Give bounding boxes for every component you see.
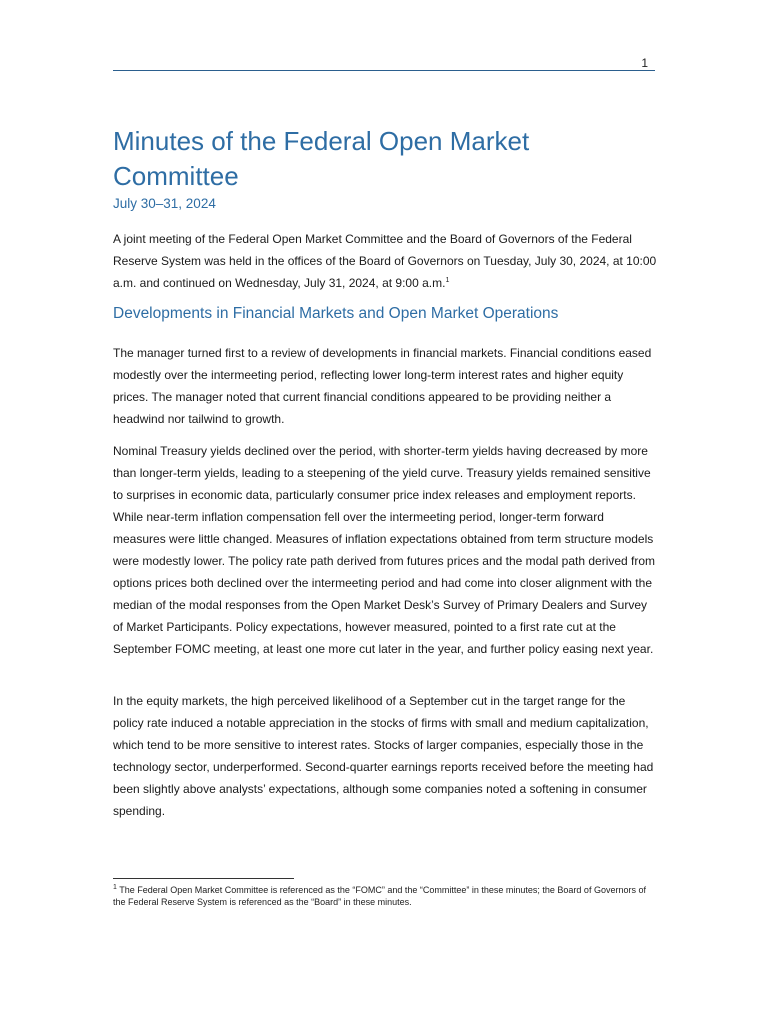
meeting-date: July 30–31, 2024 xyxy=(113,196,216,211)
footnote-reference[interactable]: 1 xyxy=(445,277,450,284)
intro-text: A joint meeting of the Federal Open Market Committee and the Board of Governors of the Federal Reserve System was held in the offices of the Board of Governors on Tuesday, July 30, 2024, at 10:00 a.m. and continued on Wednesday, July 31, 2024, at 9:00 a.m. xyxy=(113,232,657,290)
header-rule xyxy=(113,70,655,71)
body-paragraph-1: The manager turned first to a review of developments in financial markets. Financial conditions eased modestly over the intermeeting period, reflecting lower long-term interest rates and higher equity prices. The manager noted that current financial conditions appeared to be providing neither a headwind nor tailwind to growth. xyxy=(113,346,652,426)
footnote xyxy=(113,884,658,908)
section-heading: Developments in Financial Markets and Open Market Operations xyxy=(113,305,559,322)
footnote-mark: 1 xyxy=(113,884,117,891)
footnote-separator xyxy=(113,878,294,879)
intro-paragraph xyxy=(113,228,658,294)
footnote-text: The Federal Open Market Committee is referenced as the “FOMC” and the “Committee” in these minutes; the Board of Governors of the Federal Reserve System is referenced as the “Board” in these minutes. xyxy=(113,885,646,907)
body-paragraph-2: Nominal Treasury yields declined over the period, with shorter-term yields having decreased by more than longer-term yields, leading to a steepening of the yield curve. Treasury yields remained sensitive to surprises in economic data, particularly consumer price index releases and employment reports. While near-term inflation compensation fell over the intermeeting period, longer-term forward measures were little changed. Measures of inflation expectations obtained from term structure models were modestly lower. The policy rate path derived from futures prices and the modal path derived from options prices both declined over the intermeeting period and had come into closer alignment with the median of the modal responses from the Open Market Desk’s Survey of Primary Dealers and Survey of Market Participants. Policy expectations, however measured, pointed to a first rate cut at the September FOMC meeting, at least one more cut later in the year, and further policy easing next year. xyxy=(113,444,656,656)
document-title: Minutes of the Federal Open Market Committee xyxy=(113,126,530,191)
page-number: 1 xyxy=(641,56,648,70)
body-paragraph-3: In the equity markets, the high perceived likelihood of a September cut in the target range for the policy rate induced a notable appreciation in the stocks of firms with small and medium capitalization, which tend to be more sensitive to interest rates. Stocks of larger companies, especially those in the technology sector, underperformed. Second-quarter earnings reports received before the meeting had been slightly above analysts’ expectations, although some companies noted a softening in consumer spending. xyxy=(113,694,654,818)
